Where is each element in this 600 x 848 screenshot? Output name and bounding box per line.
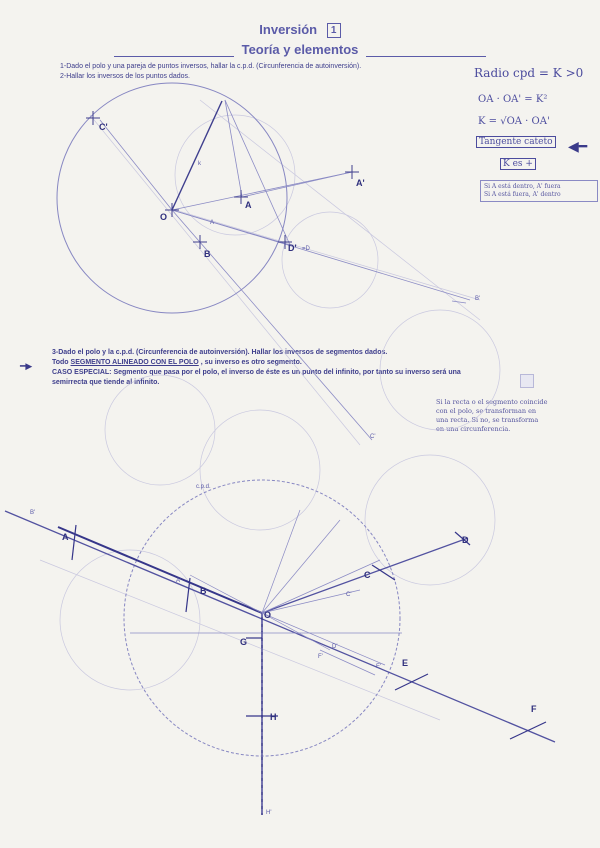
faint-construction-lines (90, 100, 500, 445)
label-g: G (240, 637, 248, 647)
label-d-eq: =D (302, 246, 310, 252)
label-d-prime-1: D' (288, 243, 297, 253)
label-d-2: D (462, 535, 469, 545)
label-a-prime-1: A' (356, 178, 365, 188)
label-a-2: A (62, 532, 69, 542)
label-a-small: A (210, 220, 215, 226)
instruction-3: 3-Dado el polo y la c.p.d. (Circunferencia de autoinversión). Hallar los inversos de segmentos dados. (52, 349, 388, 356)
segment-a-b (58, 527, 262, 613)
label-b-2: B (200, 586, 207, 596)
label-e-2: E (402, 658, 409, 668)
label-c-small: C' (370, 434, 376, 440)
radio-cpd-note: Radio cpd = K >0 (474, 66, 584, 80)
tangent-cateto-box: Tangente cateto (476, 136, 556, 148)
inside-outside-note: Si A está dentro, A' fuera Si A está fuera, A' dentro (480, 180, 598, 202)
b-prime-mark (452, 301, 466, 303)
label-e-prime-2: E' (376, 664, 382, 670)
label-c-prime: C' (99, 122, 108, 132)
line-a-f (5, 511, 555, 742)
arrow-left-icon: ◀━ (568, 138, 588, 154)
instruction-1: 1-Dado el polo y una pareja de puntos inversos, hallar la c.p.d. (Circunferencia de autoinversión). (60, 63, 362, 70)
instruction-2: 2-Hallar los inversos de los puntos dados. (60, 73, 190, 80)
label-b-prime-2: B' (30, 510, 36, 516)
radius-k-line (172, 101, 222, 210)
formula-root: K = √OA · OA' (478, 116, 550, 127)
subtitle-text: Teoría y elementos (241, 42, 359, 57)
label-f-prime-2: F' (318, 654, 323, 660)
label-cpd: c.p.d. (196, 484, 211, 490)
segment-note: Si la recta o el segmento coincide con el polo, se transforman en una recta. Si no, se transforma en una circunferencia. (436, 398, 548, 433)
label-a-1: A (245, 200, 252, 210)
label-o-1: O (160, 212, 168, 222)
label-h-prime-2: H' (266, 810, 272, 816)
label-c-prime-2: C' (346, 592, 352, 598)
todo-prefix: Todo (52, 359, 71, 366)
label-h-2: H (270, 712, 277, 722)
todo-underlined: SEGMENTO ALINEADO CON EL POLO (70, 359, 199, 366)
caso-especial-line: CASO ESPECIAL: Segmento que pasa por el polo, el inverso de éste es un punto del infinito, por tanto su inverso será una (52, 369, 461, 376)
label-d-prime-2: D' (332, 644, 338, 650)
label-k: k (198, 161, 201, 167)
label-b-prime-1: B' (475, 296, 481, 302)
k-positive-box: K es + (500, 158, 536, 170)
title-number-box: 1 (327, 23, 341, 38)
label-f-2: F (531, 704, 537, 714)
label-a-prime-2: A' (176, 578, 182, 584)
semirrecta-line: semirrecta que tiende al infinito. (52, 379, 160, 386)
title-text: Inversión (259, 22, 318, 37)
formula-product: OA · OA' = K² (478, 94, 548, 105)
label-o-2: O (264, 610, 272, 620)
label-b-1: B (204, 249, 211, 259)
todo-suffix: , su inverso es otro segmento. (198, 359, 302, 366)
label-c-2: C (364, 570, 371, 580)
construction-lines-1 (100, 100, 470, 440)
arrow-right-icon: ━▶ (20, 361, 33, 371)
